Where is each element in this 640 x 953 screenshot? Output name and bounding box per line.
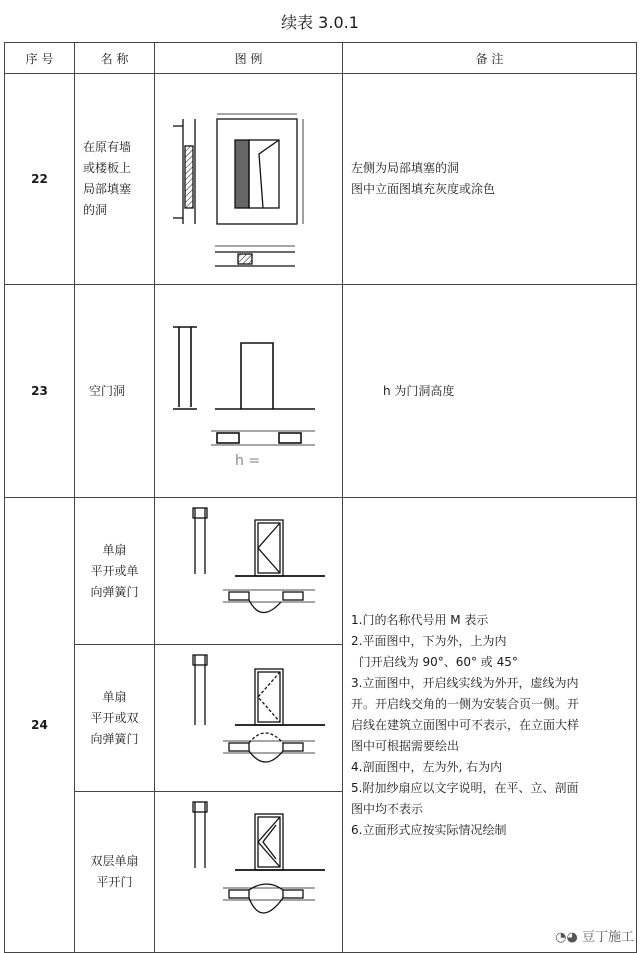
legend-figure <box>155 285 343 498</box>
double-layer-door-drawing <box>155 792 343 952</box>
header-no: 序 号 <box>5 43 75 74</box>
name-line: 平开门 <box>96 875 133 889</box>
name-line: 空门洞 <box>89 383 126 398</box>
remark-line: 左侧为局部填塞的洞 <box>351 161 460 175</box>
row-name <box>75 285 155 498</box>
table-row <box>5 498 637 645</box>
legend-figure <box>155 645 343 792</box>
remark-line: 图中可根据需要绘出 <box>351 738 460 753</box>
legend-figure <box>155 792 343 953</box>
remark-line: 6.立面形式应按实际情况绘制 <box>351 822 507 837</box>
header-remark: 备 注 <box>343 43 637 74</box>
name-line: 向弹簧门 <box>90 584 139 599</box>
name-line: 的洞 <box>83 203 108 217</box>
table-row <box>5 74 637 285</box>
row-name <box>75 645 155 792</box>
height-label: h = <box>235 453 261 469</box>
double-swing-door-drawing <box>155 645 343 791</box>
header-name: 名 称 <box>75 43 155 74</box>
name-line: 或楼板上 <box>83 161 132 175</box>
page-title: 续表 3.0.1 <box>281 13 359 32</box>
legend-table <box>4 42 637 953</box>
row-number: 22 <box>5 74 75 285</box>
name-line: 平开或双 <box>90 710 139 725</box>
empty-door-opening-drawing <box>155 285 343 497</box>
remark-line: 4.剖面图中，左为外, 右为内 <box>351 759 503 774</box>
remark-line: 启线在建筑立面图中可不表示，在立面大样 <box>351 717 580 732</box>
remark-line: h 为门洞高度 <box>383 383 455 398</box>
row-name <box>75 792 155 953</box>
remark-line: 门开启线为 90°、60° 或 45° <box>351 654 518 669</box>
single-swing-door-drawing <box>155 498 343 644</box>
watermark <box>555 926 634 945</box>
remark-line: 2.平面图中，下为外，上为内 <box>351 633 507 648</box>
remark-line: 1.门的名称代号用 M 表示 <box>351 612 489 627</box>
name-line: 单扇 <box>102 689 127 704</box>
remark-line: 图中立面图填充灰度或涂色 <box>351 182 496 196</box>
name-line: 双层单扇 <box>90 854 139 868</box>
remark-line: 3.立面图中，开启线实线为外开，虚线为内 <box>351 675 579 690</box>
legend-figure <box>155 74 343 285</box>
row-remark <box>343 498 637 953</box>
remark-line: 图中均不表示 <box>351 801 424 816</box>
name-line: 局部填塞 <box>83 182 132 196</box>
header-legend: 图 例 <box>155 43 343 74</box>
row-remark <box>343 285 637 498</box>
row-name <box>75 498 155 645</box>
row-remark <box>343 74 637 285</box>
wechat-icon: ◔◕ <box>555 930 578 945</box>
legend-figure <box>155 498 343 645</box>
table-row <box>5 285 637 498</box>
row-name <box>75 74 155 285</box>
row-number: 23 <box>5 285 75 498</box>
remark-line: 5.附加纱扇应以文字说明，在平、立、剖面 <box>351 780 579 795</box>
table-header-row <box>5 43 637 74</box>
partial-fill-opening-drawing <box>155 74 343 284</box>
row-number: 24 <box>5 498 75 953</box>
name-line: 单扇 <box>102 542 127 557</box>
name-line: 平开或单 <box>90 563 139 578</box>
remark-line: 开。开启线交角的一侧为安装合页一侧。开 <box>351 696 580 711</box>
watermark-text: 豆丁施工 <box>581 930 634 945</box>
name-line: 在原有墙 <box>83 140 132 154</box>
name-line: 向弹簧门 <box>90 731 139 746</box>
